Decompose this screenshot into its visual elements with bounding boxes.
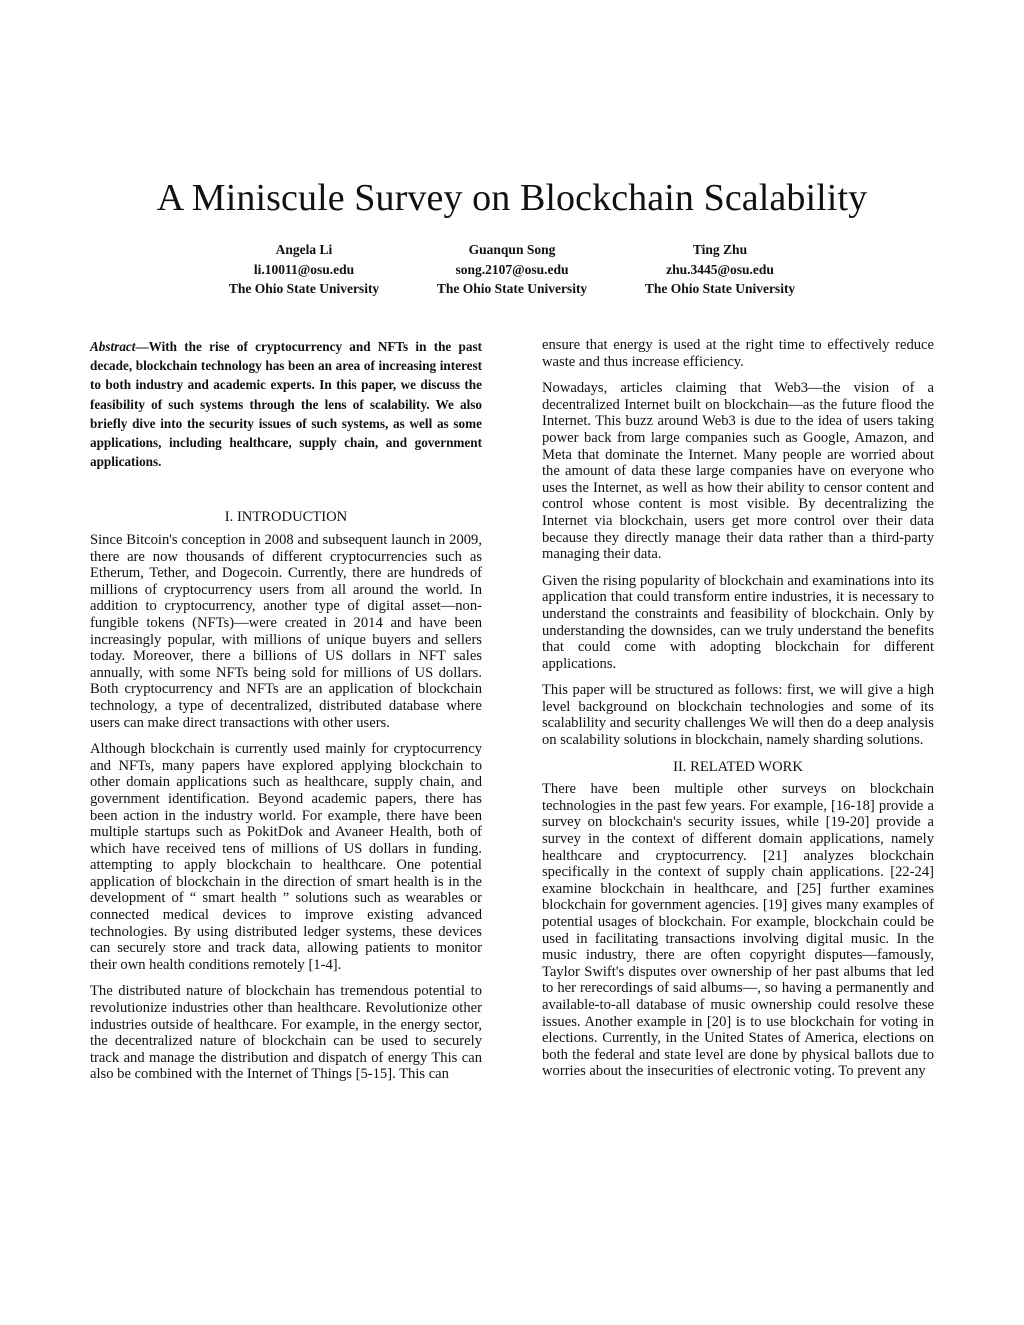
author-block (200, 240, 824, 299)
paragraph: Nowadays, articles claiming that Web3—the vision of a decentralized Internet built on blockchain—as the future flood the Internet. This buzz around Web3 is due to the idea of users taking power back from large companies such as Google, Amazon, and Meta that dominate the Internet. Many people are worried about the amount of data these large companies have on everyone who uses the Internet, as well as how their ability to censor content and control whose content is most visible. By decentralizing the Internet via blockchain, users get more control over their data because they directly manage their data rather than a third-party managing their data. (542, 380, 934, 563)
paragraph: Given the rising popularity of blockchain and examinations into its application that could transform entire industries, it is necessary to understand the constraints and feasibility of blockchain. Only by understanding the downsides, can we truly understand the benefits that could come with adopting blockchain for different applications. (542, 572, 934, 672)
author-1 (200, 240, 408, 299)
author-name: Ting Zhu (692, 242, 748, 257)
author-email: li.10011@osu.edu (253, 261, 355, 277)
paragraph: Although blockchain is currently used mainly for cryptocurrency and NFTs, many papers have explored applying blockchain to other domain applications such as healthcare, supply chain, and government identification. Beyond academic papers, there has been action in the industry world. For example, there have been multiple startups such as PokitDok and Avaneer Health, both of which have received tens of millions of US dollars in funding. attempting to apply blockchain to healthcare. One potential application of blockchain in the direction of smart health is in the development of “ smart health ” solutions such as wearables or connected medical devices to improve existing advanced technologies. By using distributed ledger systems, these devices can securely store and track data, allowing patients to monitor their own health conditions remotely [1-4]. (90, 741, 482, 973)
paragraph: This paper will be structured as follows: first, we will give a high level background on blockchain technologies and some of its scalablility and security challenges We will then do a deep analysis on scalability solutions in blockchain, namely sharding solutions. (542, 682, 934, 749)
author-2 (408, 240, 616, 299)
paragraph: Since Bitcoin's conception in 2008 and subsequent launch in 2009, there are now thousands of different cryptocurrencies such as Etherum, Tether, and Dogecoin. Currently, there are hundreds of millions of cryptocurrency users from all around the world. In addition to cryptocurrency, another type of digital asset—non-fungible tokens (NFTs)—were created in 2014 and have been increasingly popular, with millions of unique buyers and sellers today. Moreover, there a billions of US dollars in NFT sales annually, with some NFTs being sold for millions of US dollars. Both cryptocurrency and NFTs are an application of blockchain technology, a type of decentralized, distributed database where users can make direct transactions with other users. (90, 532, 482, 731)
section-heading-related-work: II. RELATED WORK (673, 758, 803, 775)
paragraph: The distributed nature of blockchain has tremendous potential to revolutionize industries other than healthcare. Revolutionize other industries outside of healthcare. For example, in the energy sector, the decentralized nature of blockchain can be used to securely track and manage the distribution and dispatch of energy This can also be combined with the Internet of Things [5-15]. This can (90, 983, 482, 1083)
author-affiliation: The Ohio State University (436, 281, 588, 296)
author-email: song.2107@osu.edu (455, 261, 569, 277)
left-column (90, 337, 482, 1093)
paragraph: ensure that energy is used at the right time to effectively reduce waste and thus increase efficiency. (542, 337, 934, 370)
abstract-text: —With the rise of cryptocurrency and NFTs in the past decade, blockchain technology has been an area of increasing interest to both industry and academic experts. In this paper, we discuss the feasibility of such systems through the lens of scalability. We also briefly dive into the security issues of such systems, as well as some applications, including healthcare, supply chain, and government applications. (90, 339, 482, 470)
section-heading-introduction: I. INTRODUCTION (224, 509, 348, 526)
author-name: Guanqun Song (468, 242, 556, 257)
paper-title: A Miniscule Survey on Blockchain Scalability (156, 177, 868, 219)
abstract (90, 337, 482, 471)
author-affiliation: The Ohio State University (644, 281, 796, 296)
right-column (542, 337, 934, 1090)
author-3 (616, 240, 824, 299)
author-affiliation: The Ohio State University (228, 281, 380, 296)
author-email: zhu.3445@osu.edu (666, 261, 774, 277)
abstract-lead: Abstract (90, 339, 136, 354)
author-name: Angela Li (275, 242, 333, 257)
paragraph: There have been multiple other surveys on blockchain technologies in the past few years. For example, [16-18] provide a survey on blockchain's security issues, while [19-20] provide a survey in the context of different domain applications, namely healthcare and cryptocurrency. [21] analyzes blockchain specifically in the context of supply chain applications. [22-24] examine blockchain in healthcare, and [25] further examines blockchain for government agencies. [19] gives many examples of potential usages of blockchain. For example, blockchain could be used in facilitating transactions involving digital music. In the music industry, there are often copyright disputes—famously, Taylor Swift's disputes over ownership of her past albums that led to her rerecordings of said albums—, so having a permanently and available-to-all database of music ownership could resolve these issues. Another example in [20] is to use blockchain for voting in elections. Currently, in the United States of America, elections on both the federal and state level are done by physical ballots due to worries about the insecurities of electronic voting. To prevent any (542, 781, 934, 1080)
